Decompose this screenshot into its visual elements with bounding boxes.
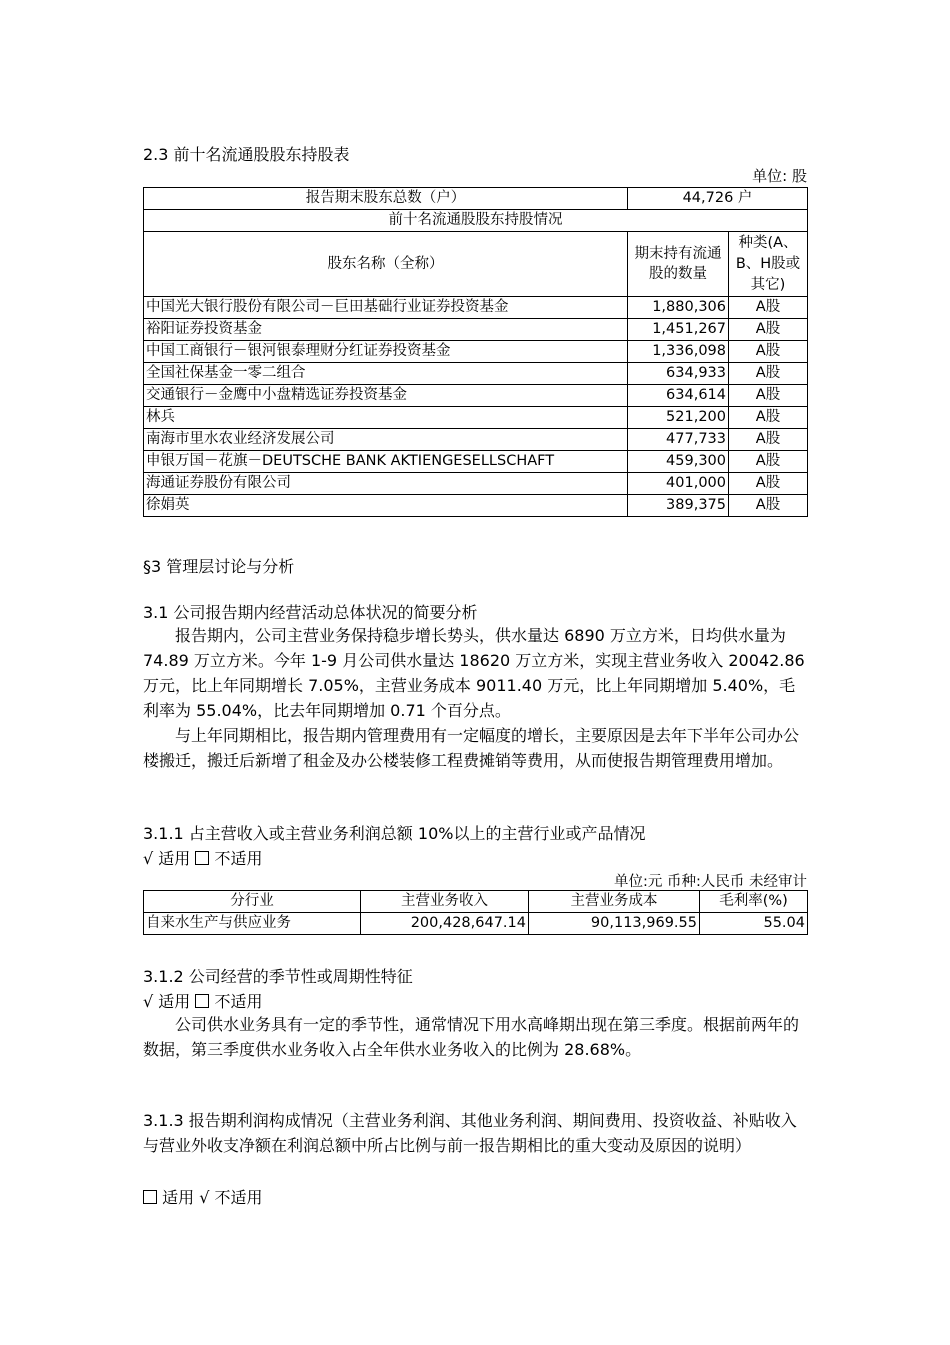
holder-qty-cell: 459,300 — [628, 451, 729, 473]
margin-cell: 55.04 — [700, 913, 808, 935]
applicable-line-313 — [143, 1185, 263, 1208]
holder-qty-cell: 389,375 — [628, 495, 729, 517]
cost-cell: 90,113,969.55 — [529, 913, 700, 935]
unit-311: 单位:元 币种:人民币 未经审计 — [614, 874, 807, 890]
table-header-row — [144, 891, 808, 913]
holder-name-cell: 中国工商银行－银河银泰理财分红证券投资基金 — [144, 341, 628, 363]
section-3-heading: §3 管理层讨论与分析 — [143, 557, 295, 576]
table-row — [144, 297, 808, 319]
not-applicable-label: 不适用 — [214, 992, 263, 1011]
table-row — [144, 319, 808, 341]
checkbox-icon — [143, 1190, 157, 1204]
col-header-cost: 主营业务成本 — [529, 891, 700, 913]
checkbox-icon — [195, 994, 209, 1008]
applicable-line-312 — [143, 989, 263, 1012]
table-row — [144, 385, 808, 407]
holder-rows — [144, 297, 808, 517]
col-header-margin: 毛利率(%) — [700, 891, 808, 913]
table-row — [144, 210, 808, 232]
table-row — [144, 429, 808, 451]
holder-name-cell: 中国光大银行股份有限公司－巨田基础行业证券投资基金 — [144, 297, 628, 319]
holder-type-cell: A股 — [729, 451, 808, 473]
table-subheading: 前十名流通股股东持股情况 — [144, 210, 808, 232]
holder-qty-cell: 521,200 — [628, 407, 729, 429]
unit-label: 单位: 股 — [752, 167, 807, 185]
col-header-qty: 期末持有流通股的数量 — [628, 232, 729, 297]
holder-qty-cell: 477,733 — [628, 429, 729, 451]
table-row — [144, 451, 808, 473]
holder-name-cell: 裕阳证券投资基金 — [144, 319, 628, 341]
table-row — [144, 363, 808, 385]
check-mark: √ — [143, 992, 154, 1011]
table-header-row — [144, 232, 808, 297]
not-applicable-label: 不适用 — [214, 1188, 263, 1207]
holder-type-cell: A股 — [729, 385, 808, 407]
paragraph-expenses: 与上年同期相比，报告期内管理费用有一定幅度的增长，主要原因是去年下半年公司办公楼搬迁，搬迁后新增了租金及办公楼装修工程费摊销等费用，从而使报告期管理费用增加。 — [143, 726, 800, 770]
section-2-3-heading: 2.3 前十名流通股股东持股表 — [143, 145, 350, 164]
main-business-table — [143, 890, 808, 935]
section-3-1-2-heading: 3.1.2 公司经营的季节性或周期性特征 — [143, 967, 413, 986]
holder-name-cell: 南海市里水农业经济发展公司 — [144, 429, 628, 451]
holder-type-cell: A股 — [729, 495, 808, 517]
total-holders-value: 44,726 户 — [628, 188, 808, 210]
applicable-label: 适用 — [158, 992, 191, 1011]
holder-type-cell: A股 — [729, 473, 808, 495]
holder-qty-cell: 1,451,267 — [628, 319, 729, 341]
check-mark: √ — [199, 1188, 210, 1207]
paragraph-seasonality: 公司供水业务具有一定的季节性，通常情况下用水高峰期出现在第三季度。根据前两年的数据，第三季度供水业务收入占全年供水业务收入的比例为 28.68%。 — [143, 1015, 800, 1059]
applicable-label: 适用 — [158, 849, 191, 868]
applicable-label: 适用 — [162, 1188, 195, 1207]
section-3-1-1-heading: 3.1.1 占主营收入或主营业务利润总额 10%以上的主营行业或产品情况 — [143, 824, 646, 843]
holder-qty-cell: 1,336,098 — [628, 341, 729, 363]
table-row — [144, 913, 808, 935]
holder-name-cell: 徐娟英 — [144, 495, 628, 517]
holder-qty-cell: 1,880,306 — [628, 297, 729, 319]
holder-type-cell: A股 — [729, 407, 808, 429]
holder-qty-cell: 401,000 — [628, 473, 729, 495]
revenue-cell: 200,428,647.14 — [361, 913, 529, 935]
paragraph-overview: 报告期内，公司主营业务保持稳步增长势头，供水量达 6890 万立方米，日均供水量为 74.89 万立方米。今年 1-9 月公司供水量达 18620 万立方米，实现主营业务收入 20042.86 万元，比上年同期增长 7.05%，主营业务成本 9011.40 万元，比上年同期增加 5.40%，毛利率为 55.04%，比去年同期增加 0.71 个百分点。 — [143, 626, 805, 720]
holder-type-cell: A股 — [729, 429, 808, 451]
industry-cell: 自来水生产与供应业务 — [144, 913, 361, 935]
holder-name-cell: 申银万国－花旗－DEUTSCHE BANK AKTIENGESELLSCHAFT — [144, 451, 628, 473]
col-header-industry: 分行业 — [144, 891, 361, 913]
col-header-revenue: 主营业务收入 — [361, 891, 529, 913]
holder-type-cell: A股 — [729, 363, 808, 385]
holder-name-cell: 交通银行－金鹰中小盘精选证券投资基金 — [144, 385, 628, 407]
col-header-name: 股东名称（全称） — [144, 232, 628, 297]
holder-type-cell: A股 — [729, 341, 808, 363]
table-row — [144, 341, 808, 363]
section-3-1-heading: 3.1 公司报告期内经营活动总体状况的简要分析 — [143, 603, 478, 622]
total-holders-label: 报告期末股东总数（户） — [144, 188, 628, 210]
holder-name-cell: 海通证券股份有限公司 — [144, 473, 628, 495]
section-3-1-3-heading: 3.1.3 报告期利润构成情况（主营业务利润、其他业务利润、期间费用、投资收益、补贴收入与营业外收支净额在利润总额中所占比例与前一报告期相比的重大变动及原因的说明） — [143, 1111, 797, 1155]
holder-name-cell: 全国社保基金一零二组合 — [144, 363, 628, 385]
holder-name-cell: 林兵 — [144, 407, 628, 429]
checkbox-icon — [195, 851, 209, 865]
holder-type-cell: A股 — [729, 297, 808, 319]
table-row — [144, 473, 808, 495]
table-row — [144, 495, 808, 517]
table-row — [144, 188, 808, 210]
not-applicable-label: 不适用 — [214, 849, 263, 868]
holder-type-cell: A股 — [729, 319, 808, 341]
holder-qty-cell: 634,933 — [628, 363, 729, 385]
applicable-line-311 — [143, 846, 263, 869]
shareholder-table — [143, 187, 808, 517]
col-header-type: 种类(A、B、H股或其它) — [729, 232, 808, 297]
table-row — [144, 407, 808, 429]
holder-qty-cell: 634,614 — [628, 385, 729, 407]
check-mark: √ — [143, 849, 154, 868]
